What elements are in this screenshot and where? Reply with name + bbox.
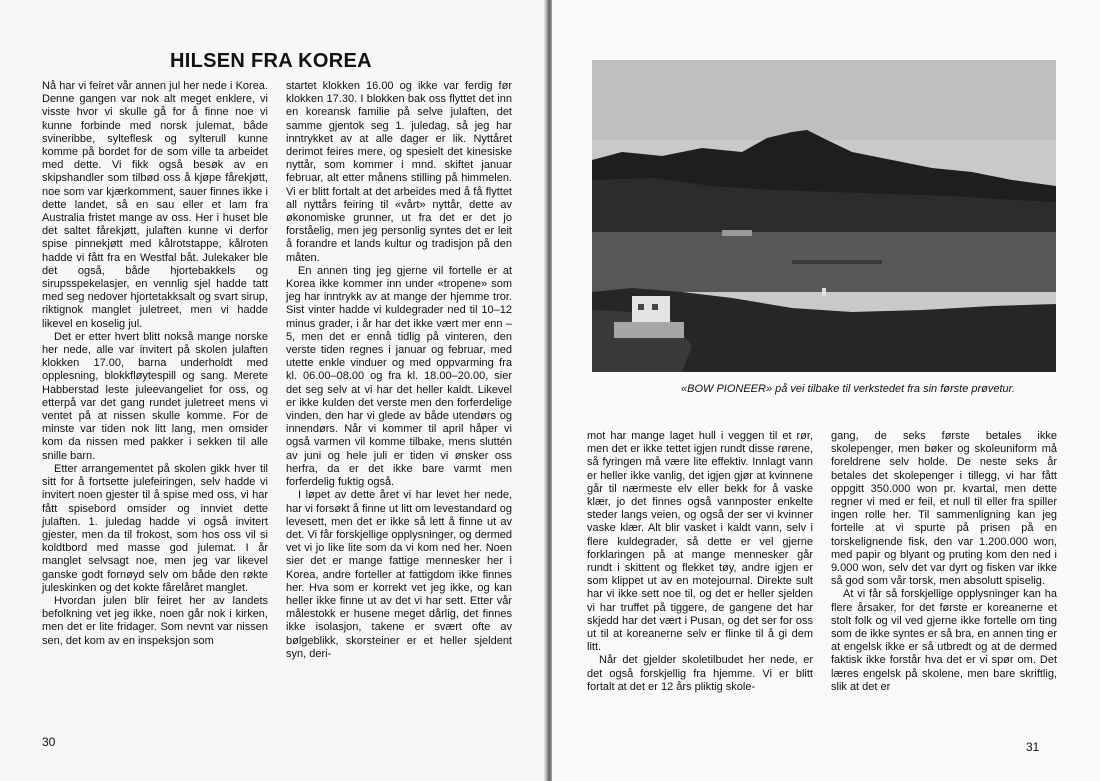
harbor-photo-image [592, 60, 1056, 372]
paragraph: Etter arrangementet på skolen gikk hver til sitt for å fortsette julefeiringen, selv hadde vi invitert noen gjester til å spise med oss, vi har fått spisebord omsider og innviet dette julaften. 1. juledag hadde vi også invitert gjester, men da til frokost, som hos oss vil si koldtbord med masse god julemat. I år manglet selvsagt noe, men jeg var likevel ganske godt fornøyd selv om både den røkte juleskinken og det kokte fårelåret manglet. [42, 462, 268, 594]
paragraph: gang, de seks første betales ikke skolepenger, men bøker og skoleuniform må foreldrene selv holde. De neste seks år betales det skolepenger i tillegg, vi har fått oppgitt 350.000 won pr. kvartal, men dette regner vi med er feil, et null til eller fra spiller ingen rolle her. Til sammenligning kan jeg fortelle at vi spurte på prisen på en torskelignende fisk, den var 1.200.000 won, med papir og blyant og pruting kom den ned i 9.000 won, selv det var dyrt og fisken var ikke så god som vår torsk, men absolutt spiselig. [831, 430, 1057, 588]
paragraph: Hvordan julen blir feiret her av landets befolkning vet jeg ikke, noen går nok i kirken, men det er lite fridager. Som nevnt var nissen sen, det kom av en inspeksjon som [42, 594, 268, 647]
page-number-right: 31 [1026, 740, 1040, 754]
paragraph: Når det gjelder skoletilbudet her nede, er det også forskjellig fra hjemme. Vi er blitt fortalt at det er 12 års pliktig skole- [587, 654, 813, 693]
text-column-3 [587, 430, 813, 694]
photo-caption: «BOW PIONEER» på vei tilbake til verkstedet fra sin første prøvetur. [681, 383, 1015, 395]
paragraph: startet klokken 16.00 og ikke var ferdig før klokken 17.30. I blokken bak oss flyttet det inn en koreansk familie på selve julaften, det samme gjentok seg 1. juledag, så jeg har inntrykket av at alle dager er lik. Nyttåret derimot feires mere, og spesielt det kinesiske nyttår, som kommer i mnd. skiftet januar februar, alt etter månens stilling på himmelen. Vi er blitt fortalt at det arbeides med å få flyttet all nyttårs feiring til «vårt» nyttår, dette av økonomiske grunner, ut fra det er det jo forståelig, men jeg personlig syntes det er leit å forandre et lands kultur og tradisjon på den måten. [286, 80, 512, 264]
right-page [552, 0, 1100, 781]
left-page [0, 0, 546, 781]
text-column-2 [286, 80, 512, 661]
article-title: HILSEN FRA KOREA [170, 50, 372, 72]
text-column-1 [42, 80, 268, 648]
harbor-photo [592, 60, 1056, 372]
paragraph: Nå har vi feiret vår annen jul her nede i Korea. Denne gangen var nok alt meget enklere, vi visste hvor vi skulle gå for å finne noe vi kunne forbinde med norsk julemat, både svineribbe, sylteflesk og sylterull kunne komme på bordet for de som ville ta arbeidet med dette. Vi fikk også besøk av en skipshandler som tilbød oss å kjøpe fårekjøtt, noe som var kjærkomment, sauer finnes ikke i dette landet, så en sau eller et lam fra Australia fristet mange av oss. Her i huset ble det saltet fårekjøtt, julaften kunne vi derfor spise pinnekjøtt med kålrotstappe, kålroten hadde vi fått fra en Westfal båt. Julekaker ble det også, både hjortebakkels og sirupsspekelasjer, en vennlig sjel hadde tatt med seg nedover hjortetakksalt og svart sirup, riktignok manglet juletreet, men vi hadde likevel en koselig jul. [42, 80, 268, 330]
paragraph: At vi får så forskjellige opplysninger kan ha flere årsaker, for det første er koreanerne et stolt folk og vil ved gjerne ikke fortelle om ting som de ikke syntes er så bra, en annen ting er at engelsk ikke er så utbredt og at de dermed faktisk ikke forstår hva det er vi spør om. Det læres engelsk på skolene, men bare skriftlig, slik at det er [831, 588, 1057, 693]
paragraph: Det er etter hvert blitt nokså mange norske her nede, alle var invitert på skolen julaften klokken 17.00, barna underholdt med opplesning, blokkfløytespill og sang. Merete Habberstad leste juleevangeliet for oss, og etterpå var det gang rundet juletreet mens vi ventet på at nissen skulle komme. For de minste var tiden nok litt lang, men omsider kom da nissen med pakker i sekken til alle snille barn. [42, 330, 268, 462]
paragraph: mot har mange laget hull i veggen til et rør, men det er ikke tettet igjen rundt disse rørene, så fyringen må være lite effektiv. Innlagt vann er heller ikke vanlig, det igjen gjør at kvinnene går til nærmeste elv eller bekk for å vaske klær, jo det finnes også vannposter enkelte steder langs veien, og også der ser vi kvinner vaske klær. Alt blir vasket i kaldt vann, selv i flere kuldegrader, så dette er vel gjerne forklaringen på at mange mennesker går rundt i skittent og flekket tøy, andre igjen er som klippet ut av en motejournal. Direkte sult har vi ikke sett noe til, og det er heller sjelden vi har truffet på tiggere, de gangene det har skjedd har det vært i Pusan, og det ser for oss ut til at koreanerne selv er flinke til å gi dem litt. [587, 430, 813, 654]
paragraph: En annen ting jeg gjerne vil fortelle er at Korea ikke kommer inn under «tropene» som jeg har inntrykk av at mange der hjemme tror. Sist vinter hadde vi kuldegrader ned til 10–12 minus grader, i år har det ikke vært mer enn – 5, men det er ennå tidlig på vinteren, den verste tiden regnes i januar og februar, med utette enkle vinduer og med oppvarming fra kl. 06.00–08.00 og fra kl. 18.00–20.00, sier det seg selv at vi har det heller kaldt. Likevel er ikke kulden det verste men den forferdelige vinden, den har vi glede av både utendørs og innendørs. Når vi kommer til april håper vi også varmen vil komme tilbake, mens sluttén av juni og hele juli er tiden vi ønsker oss herfra, da er det ikke bare varmt men forferdelig fuktig også. [286, 264, 512, 489]
text-column-4 [831, 430, 1057, 694]
page-number-left: 30 [42, 735, 56, 749]
paragraph: I løpet av dette året vi har levet her nede, har vi forsøkt å finne ut litt om levestandard og levesett, men det er ikke så lett å finne ut av det. Vi får forskjellige opplysninger, og dermed vet vi jo like lite som da vi kom ned her. Noen sier det er mange fattige mennesker her i Korea, andre forteller at fattigdom ikke finnes her. Hva som er korrekt vet jeg ikke, og kan heller ikke finne ut av det vi har sett. Etter vår målestokk er husene meget dårlig, det finnes ikke isolasjon, takene er svært ofte av bølgeblikk, skorsteiner er et heller sjeldent syn, deri- [286, 489, 512, 660]
